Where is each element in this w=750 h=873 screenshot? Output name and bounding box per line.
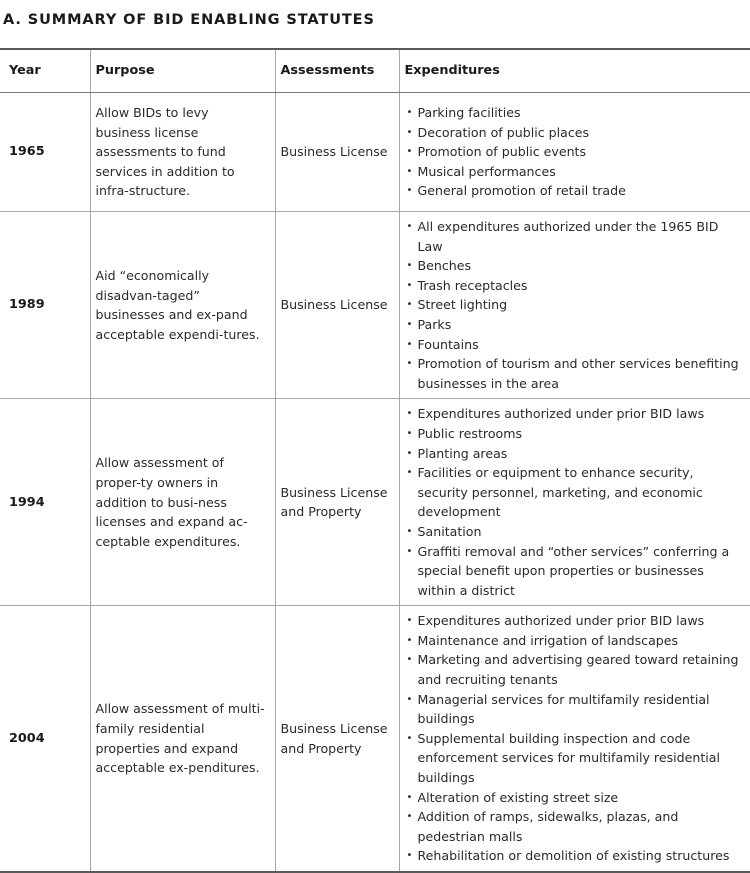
expenditure-item: • Alteration of existing street size (405, 788, 746, 808)
expenditures-cell (399, 399, 750, 606)
purpose-cell: Allow BIDs to levy business license assessments to fund services in addition to infra-structure. (90, 93, 275, 212)
expenditure-item: • Maintenance and irrigation of landscapes (405, 631, 746, 651)
assessments-cell: Business License (275, 93, 399, 212)
expenditure-item: • Expenditures authorized under prior BID laws (405, 611, 746, 631)
expenditures-cell (399, 606, 750, 872)
expenditure-item: • Trash receptacles (405, 276, 746, 296)
expenditure-item: • Musical performances (405, 162, 746, 182)
expenditure-item: • Supplemental building inspection and code enforcement services for multifamily residential buildings (405, 729, 746, 788)
expenditure-item: • Public restrooms (405, 424, 746, 444)
expenditures-list (405, 611, 746, 866)
expenditure-item: • Sanitation (405, 522, 746, 542)
expenditure-item: • Fountains (405, 335, 746, 355)
expenditures-list (405, 217, 746, 393)
assessments-cell: Business License (275, 212, 399, 399)
purpose-cell: Allow assessment of multi-family residential properties and expand acceptable ex-penditures. (90, 606, 275, 872)
expenditure-item: • Promotion of tourism and other services benefiting businesses in the area (405, 354, 746, 393)
assessments-cell: Business License and Property (275, 399, 399, 606)
expenditure-item: • Marketing and advertising geared toward retaining and recruiting tenants (405, 650, 746, 689)
expenditure-item: • Promotion of public events (405, 142, 746, 162)
header-expenditures: Expenditures (399, 49, 750, 93)
header-purpose: Purpose (90, 49, 275, 93)
header-assessments: Assessments (275, 49, 399, 93)
expenditures-cell (399, 212, 750, 399)
expenditure-item: • Graffiti removal and “other services” conferring a special benefit upon properties or businesses within a district (405, 542, 746, 601)
expenditures-list (405, 103, 746, 201)
table-body (0, 93, 750, 873)
purpose-cell: Allow assessment of proper-ty owners in addition to busi-ness licenses and expand ac-ceptable expenditures. (90, 399, 275, 606)
expenditure-item: • All expenditures authorized under the 1965 BID Law (405, 217, 746, 256)
expenditure-item: • Planting areas (405, 444, 746, 464)
expenditure-item: • Facilities or equipment to enhance security, security personnel, marketing, and economic development (405, 463, 746, 522)
table-row (0, 93, 750, 212)
table-row (0, 212, 750, 399)
table-row (0, 399, 750, 606)
expenditure-item: • General promotion of retail trade (405, 181, 746, 201)
header-row (0, 49, 750, 93)
expenditure-item: • Parks (405, 315, 746, 335)
expenditures-list (405, 404, 746, 600)
table-header (0, 49, 750, 93)
expenditure-item: • Parking facilities (405, 103, 746, 123)
expenditure-item: • Street lighting (405, 295, 746, 315)
expenditure-item: • Rehabilitation or demolition of existing structures (405, 846, 746, 866)
expenditure-item: • Addition of ramps, sidewalks, plazas, and pedestrian malls (405, 807, 746, 846)
year-cell: 1994 (0, 399, 90, 606)
expenditure-item: • Decoration of public places (405, 123, 746, 143)
year-cell: 2004 (0, 606, 90, 872)
year-cell: 1965 (0, 93, 90, 212)
table-row (0, 606, 750, 872)
expenditure-item: • Expenditures authorized under prior BID laws (405, 404, 746, 424)
section-title: A. SUMMARY OF BID ENABLING STATUTES (3, 12, 375, 28)
expenditures-cell (399, 93, 750, 212)
expenditure-item: • Benches (405, 256, 746, 276)
expenditure-item: • Managerial services for multifamily residential buildings (405, 690, 746, 729)
purpose-cell: Aid “economically disadvan-taged” businesses and ex-pand acceptable expendi-tures. (90, 212, 275, 399)
header-year: Year (0, 49, 90, 93)
year-cell: 1989 (0, 212, 90, 399)
assessments-cell: Business License and Property (275, 606, 399, 872)
bid-statutes-table (0, 48, 750, 873)
